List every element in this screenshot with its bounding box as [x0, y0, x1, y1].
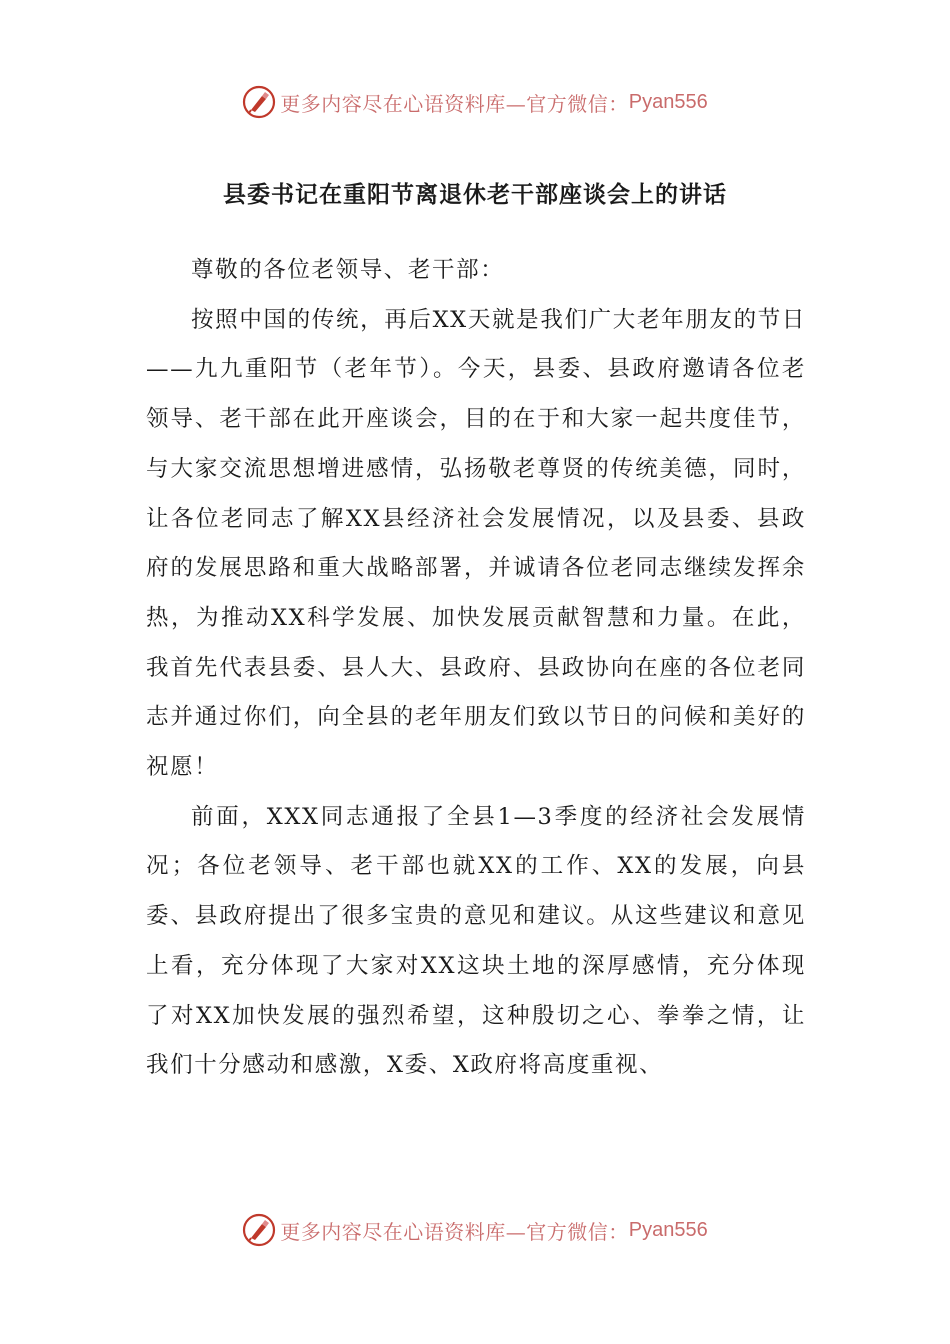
header-banner — [0, 80, 950, 124]
document-title: 县委书记在重阳节离退休老干部座谈会上的讲话 — [223, 182, 727, 208]
wechat-id: Pyan556 — [628, 90, 708, 113]
document-body — [146, 246, 806, 1091]
paragraph: 前面，XXX同志通报了全县1—3季度的经济社会发展情况；各位老领导、老干部也就XX的工作、XX的发展，向县委、县政府提出了很多宝贵的意见和建议。从这些建议和意见上看，充分体现了大家对XX这块土地的深厚感情，充分体现了对XX加快发展的强烈希望，这种殷切之心、拳拳之情，让我们十分感动和感激，X委、X政府将高度重视、 — [146, 803, 806, 1079]
pen-nib-logo-icon — [242, 85, 276, 119]
footer-banner — [0, 1208, 950, 1252]
promo-text: 更多内容尽在心语资料库—官方微信： — [280, 1219, 629, 1244]
salutation: 尊敬的各位老领导、老干部： — [191, 257, 505, 283]
wechat-id: Pyan556 — [628, 1218, 708, 1241]
paragraph: 按照中国的传统，再后XX天就是我们广大老年朋友的节日——九九重阳节（老年节）。今天，县委、县政府邀请各位老领导、老干部在此开座谈会，目的在于和大家一起共度佳节，与大家交流思想增进感情，弘扬敬老尊贤的传统美德，同时，让各位老同志了解XX县经济社会发展情况，以及县委、县政府的发展思路和重大战略部署，并诚请各位老同志继续发挥余热，为推动XX科学发展、加快发展贡献智慧和力量。在此，我首先代表县委、县人大、县政府、县政协向在座的各位老同志并通过你们，向全县的老年朋友们致以节日的问候和美好的祝愿！ — [146, 306, 806, 781]
pen-nib-logo-icon — [242, 1213, 276, 1247]
promo-text: 更多内容尽在心语资料库—官方微信： — [280, 91, 629, 116]
